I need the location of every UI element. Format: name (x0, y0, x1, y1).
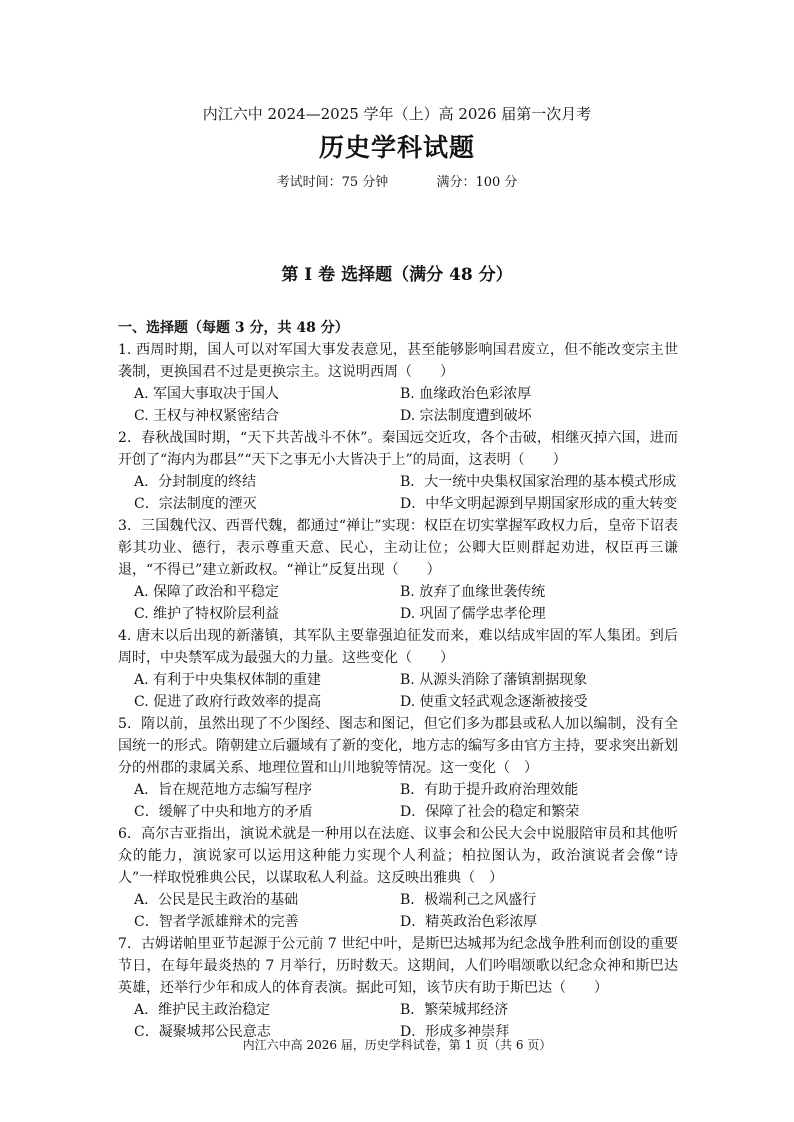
option-a: A. 有利于中央集权体制的重建 (134, 672, 322, 688)
option-c: C. 维护了特权阶层利益 (134, 606, 280, 622)
option-c: C．宗法制度的湮灭 (134, 496, 257, 512)
option-d: D. 巩固了儒学忠孝伦理 (400, 606, 546, 622)
question-options (118, 669, 678, 713)
option-c: C．缓解了中央和地方的矛盾 (134, 804, 313, 820)
option-c: C．凝聚城邦公民意志 (134, 1024, 271, 1040)
question-options (118, 383, 678, 427)
question-5 (118, 713, 678, 823)
question-list (118, 339, 678, 1043)
option-a: A．旨在规范地方志编写程序 (134, 782, 313, 798)
question-1 (118, 339, 678, 427)
part-title: 第 I 卷 选择题（满分 48 分） (281, 265, 513, 285)
exam-score: 满分：100 分 (436, 175, 518, 190)
question-stem: 3．三国魏代汉、西晋代魏，都通过“禅让”实现：权臣在切实掌握军政权力后，皇帝下诏表彰其功业、德行，表示尊重天意、民心，主动让位；公卿大臣则群起劝进，权臣再三谦退，“不得已”建立新政权。“禅让”反复出现（ ） (118, 518, 678, 578)
question-stem: 6．高尔吉亚指出，演说术就是一种用以在法庭、议事会和公民大会中说服陪审员和其他听众的能力，演说家可以运用这种能力实现个人利益；柏拉图认为，政治演说者会像“诗人”一样取悦雅典公民，以谋取私人利益。这反映出雅典（ ） (118, 826, 678, 886)
option-a: A．公民是民主政治的基础 (134, 892, 299, 908)
question-stem: 7．古姆诺帕里亚节起源于公元前 7 世纪中叶，是斯巴达城邦为纪念战争胜利而创设的重要节日，在每年最炎热的 7 月举行，历时数天。这期间，人们吟唱颂歌以纪念众神和斯巴达英雄，还举行少年和成人的体育表演。据此可知，该节庆有助于斯巴达（ ） (118, 936, 678, 996)
exam-time: 考试时间：75 分钟 (276, 175, 389, 190)
question-4 (118, 625, 678, 713)
question-7 (118, 933, 678, 1043)
option-a: A. 保障了政治和平稳定 (134, 584, 280, 600)
option-d: D．中华文明起源到早期国家形成的重大转变 (400, 496, 678, 512)
option-b: B. 血缘政治色彩浓厚 (400, 386, 532, 402)
question-3 (118, 515, 678, 625)
exam-info (0, 171, 794, 190)
subject-title: 历史学科试题 (318, 133, 475, 162)
page-footer: 内江六中高 2026 届，历史学科试卷，第 1 页（共 6 页） (242, 1038, 552, 1052)
option-a: A．维护民主政治稳定 (134, 1002, 271, 1018)
question-stem: 1. 西周时期，国人可以对军国大事发表意见，甚至能够影响国君废立，但不能改变宗主世袭制，更换国君不过是更换宗主。这说明西周（ ） (118, 342, 678, 380)
option-b: B．极端利己之风盛行 (400, 892, 537, 908)
question-2 (118, 427, 678, 515)
question-stem: 5．隋以前，虽然出现了不少图经、图志和图记，但它们多为郡县或私人加以编制，没有全国统一的形式。隋朝建立后疆域有了新的变化，地方志的编写多由官方主持，要求突出新划分的州郡的隶属关系、地理位置和山川地貌等情况。这一变化（ ） (118, 716, 678, 776)
question-stem: 2．春秋战国时期，“天下共苦战斗不休”。秦国远交近攻，各个击破，相继灭掉六国，进而开创了“海内为郡县”“天下之事无小大皆决于上”的局面，这表明（ ） (118, 430, 678, 468)
question-options (118, 889, 678, 933)
option-d: D．形成多神崇拜 (400, 1024, 510, 1040)
question-stem: 4. 唐末以后出现的新藩镇，其军队主要靠强迫征发而来，难以结成牢固的军人集团。到后周时，中央禁军成为最强大的力量。这些变化（ ） (118, 628, 678, 666)
option-b: B. 放弃了血缘世袭传统 (400, 584, 546, 600)
option-b: B．有助于提升政府治理效能 (400, 782, 579, 798)
option-b: B．大一统中央集权国家治理的基本模式形成 (400, 474, 677, 490)
question-options (118, 471, 678, 515)
option-d: D. 宗法制度遭到破坏 (400, 408, 532, 424)
option-b: B．繁荣城邦经济 (400, 1002, 509, 1018)
option-c: C．智者学派雄辩术的完善 (134, 914, 299, 930)
option-c: C. 王权与神权紧密结合 (134, 408, 280, 424)
option-b: B. 从源头消除了藩镇割据现象 (400, 672, 588, 688)
option-c: C. 促进了政府行政效率的提高 (134, 694, 322, 710)
question-options (118, 779, 678, 823)
school-exam-line: 内江六中 2024—2025 学年（上）高 2026 届第一次月考 (202, 105, 592, 123)
option-d: D. 使重文轻武观念逐渐被接受 (400, 694, 588, 710)
option-d: D．保障了社会的稳定和繁荣 (400, 804, 580, 820)
option-d: D．精英政治色彩浓厚 (400, 914, 538, 930)
option-a: A．分封制度的终结 (134, 474, 257, 490)
question-options (118, 581, 678, 625)
question-6 (118, 823, 678, 933)
section-heading: 一、选择题（每题 3 分，共 48 分） (118, 320, 349, 336)
option-a: A. 军国大事取决于国人 (134, 386, 280, 402)
